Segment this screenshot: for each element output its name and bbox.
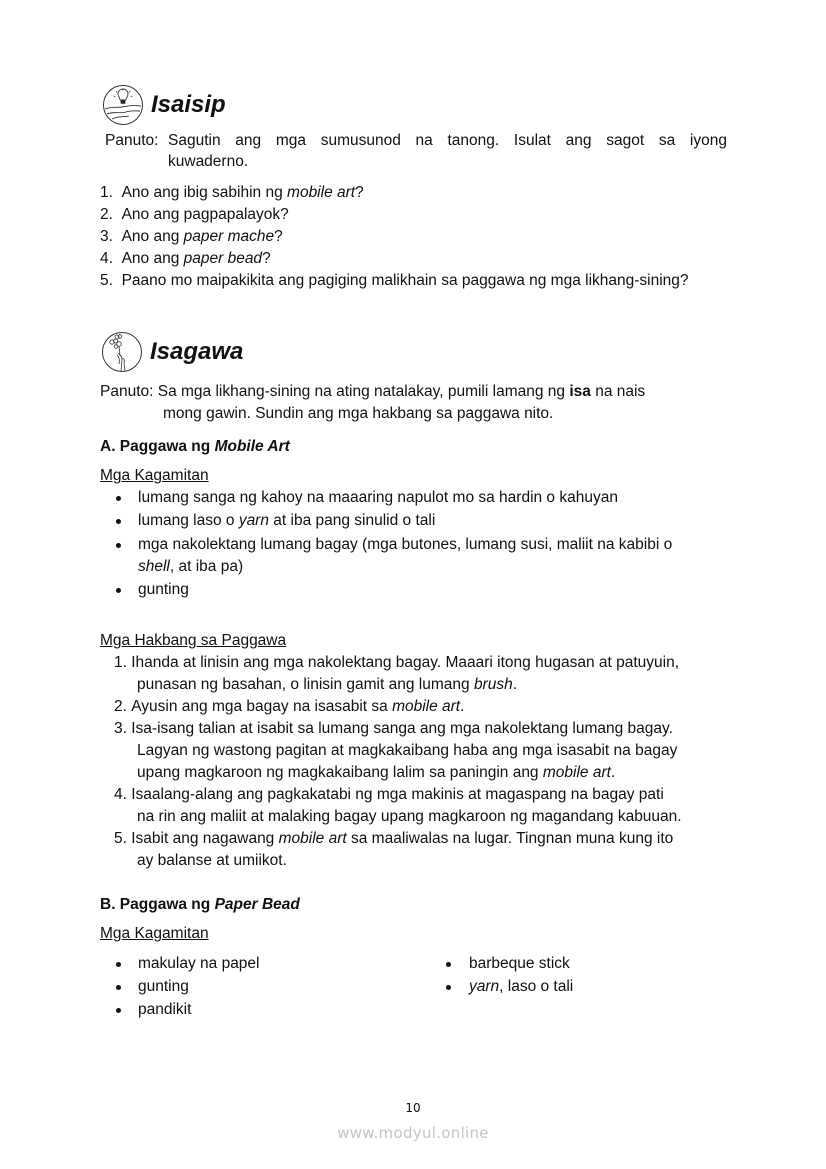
section-b-materials-label: Mga Kagamitan — [100, 925, 209, 942]
question-item: 3. Ano ang paper mache? — [100, 228, 283, 245]
list-item: lumang laso o yarn at iba pang sinulid o tali — [138, 512, 436, 529]
bullet-icon — [116, 496, 121, 501]
step-item: 3. Isa-isang talian at isabit sa lumang sanga ang mga nakolektang lumang bagay. — [114, 720, 673, 737]
step-item-continuation: Lagyan ng wastong pagitan at magkakaibang haba ang mga isasabit na bagay — [137, 742, 678, 759]
question-item: 5. Paano mo maipakikita ang pagiging malikhain sa paggawa ng mga likhang-sining? — [100, 272, 689, 289]
list-item: yarn, laso o tali — [469, 978, 574, 995]
lightbulb-hand-icon — [102, 84, 144, 126]
step-item: 4. Isaalang-alang ang pagkakatabi ng mga makinis at magaspang na bagay pati — [114, 786, 664, 803]
bullet-icon — [446, 962, 451, 967]
isaisip-title: Isaisip — [151, 91, 226, 118]
step-item: 5. Isabit ang nagawang mobile art sa maaliwalas na lugar. Tingnan muna kung ito — [114, 830, 674, 847]
list-item-continuation: shell, at iba pa) — [138, 558, 244, 575]
isagawa-header — [101, 331, 243, 373]
section-a-heading: A. Paggawa ng Mobile Art — [100, 438, 290, 455]
isaisip-instruction-label: Panuto: — [105, 132, 159, 149]
section-b-heading: B. Paggawa ng Paper Bead — [100, 896, 300, 913]
watermark: www.modyul.online — [337, 1124, 489, 1142]
bullet-icon — [116, 588, 121, 593]
list-item: gunting — [138, 581, 189, 598]
section-a-materials-label: Mga Kagamitan — [100, 467, 209, 484]
list-item: lumang sanga ng kahoy na maaaring napulot mo sa hardin o kahuyan — [138, 489, 618, 506]
section-a-steps-label: Mga Hakbang sa Paggawa — [100, 632, 287, 649]
list-item: gunting — [138, 978, 189, 995]
list-item: makulay na papel — [138, 955, 260, 972]
bullet-icon — [116, 519, 121, 524]
isagawa-instruction-line2: mong gawin. Sundin ang mga hakbang sa paggawa nito. — [163, 405, 554, 422]
list-item: pandikit — [138, 1001, 192, 1018]
step-item: 1. Ihanda at linisin ang mga nakolektang bagay. Maaari itong hugasan at patuyuin, — [114, 654, 680, 671]
question-item: 1. Ano ang ibig sabihin ng mobile art? — [100, 184, 364, 201]
question-item: 4. Ano ang paper bead? — [100, 250, 271, 267]
flower-hand-icon — [101, 331, 143, 373]
isaisip-header — [102, 84, 226, 126]
step-item: 2. Ayusin ang mga bagay na isasabit sa mobile art. — [114, 698, 465, 715]
question-item: 2. Ano ang pagpapalayok? — [100, 206, 289, 223]
step-item-continuation: ay balanse at umiikot. — [137, 852, 287, 869]
step-item-continuation: upang magkaroon ng magkakaibang lalim sa paningin ang mobile art. — [137, 764, 616, 781]
bullet-icon — [116, 543, 121, 548]
bullet-icon — [116, 962, 121, 967]
bullet-icon — [116, 1008, 121, 1013]
step-item-continuation: na rin ang maliit at malaking bagay upang magkaroon ng magandang kabuuan. — [137, 808, 682, 825]
bullet-icon — [116, 985, 121, 990]
isagawa-instruction-line1: Panuto: Sa mga likhang-sining na ating natalakay, pumili lamang ng isa na nais — [100, 383, 646, 400]
isaisip-instruction-line1: Sagutin ang mga sumusunod na tanong. Isulat ang sagot sa iyong — [168, 132, 727, 149]
list-item: barbeque stick — [469, 955, 570, 972]
isaisip-instruction-line2: kuwaderno. — [168, 153, 249, 170]
list-item: mga nakolektang lumang bagay (mga butones, lumang susi, maliit na kabibi o — [138, 536, 673, 553]
bullet-icon — [446, 985, 451, 990]
step-item-continuation: punasan ng basahan, o linisin gamit ang lumang brush. — [137, 676, 518, 693]
page-number: 10 — [405, 1101, 421, 1115]
isagawa-title: Isagawa — [150, 338, 244, 365]
